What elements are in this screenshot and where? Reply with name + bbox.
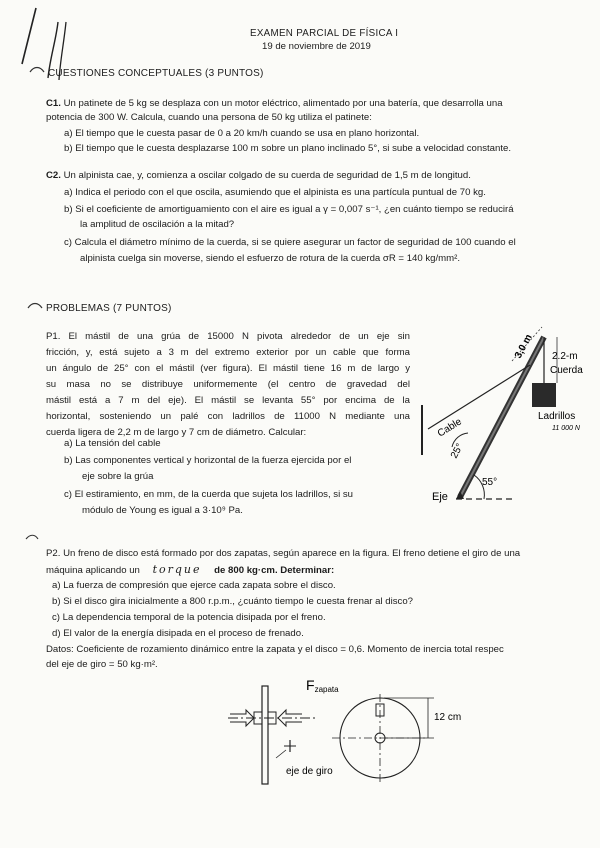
exam-date: 19 de noviembre de 2019 xyxy=(262,41,371,52)
bricks-note: 11 000 N xyxy=(552,425,580,432)
section-mark xyxy=(24,532,42,544)
crane-figure xyxy=(412,325,598,515)
c1-statement xyxy=(46,98,503,110)
cable-angle-label: 25° xyxy=(448,441,466,461)
force-label xyxy=(306,677,339,694)
c1-line2: potencia de 300 W. Calcula, cuando una persona de 50 kg utiliza el patinete: xyxy=(46,112,372,123)
p1-line: un ángulo de 25° con el mástil (ver figura). El mástil tiene 16 m de largo y xyxy=(46,363,410,374)
c2-item-a: a) Indica el periodo con el que oscila, asumiendo que el alpinista es una partícula puntual de 70 kg. xyxy=(64,187,486,198)
handwritten-torque: torque xyxy=(152,563,202,576)
brake-figure xyxy=(220,676,480,790)
mast-angle-label: 55° xyxy=(482,477,498,488)
c2-item-c: c) Calcula el diámetro mínimo de la cuerda, si se quiere asegurar un factor de seguridad de 100 cuando el xyxy=(64,237,516,248)
p1-item-c: c) El estiramiento, en mm, de la cuerda que sujeta los ladrillos, si su xyxy=(64,489,354,500)
p2-line2 xyxy=(46,564,334,577)
section-problems-title: PROBLEMAS (7 PUNTOS) xyxy=(46,303,172,314)
p1-line: mástil está a 7 m del eje). El mástil se levanta 55° por encima de la xyxy=(46,395,410,406)
p1-line: fricción, y, está sujeto a 3 m del extremo exterior por un cable que forma xyxy=(46,347,410,358)
c2-item-b-cont: la amplitud de oscilación a la mitad? xyxy=(80,219,235,230)
axis-label: eje de giro xyxy=(286,766,333,777)
rope-length-label: 2.2-m xyxy=(552,351,578,362)
c2-label: C2. xyxy=(46,170,61,181)
p2-data-line1: Datos: Coeficiente de rozamiento dinámico entre la zapata y el disco = 0,6. Momento de inercia total respec xyxy=(46,644,504,655)
c1-line1: Un patinete de 5 kg se desplaza con un motor eléctrico, alimentado por una batería, que desarrolla una xyxy=(63,98,503,109)
p2-data-line2: del eje de giro = 50 kg·m². xyxy=(46,659,158,670)
p1-line: horizontal, sosteniendo un palé con ladrillos de 11000 N mediante una xyxy=(46,411,410,422)
p2-item-b: b) Si el disco gira inicialmente a 800 r.p.m., ¿cuánto tiempo le cuesta frenar al disco? xyxy=(52,596,414,607)
c1-item-a: a) El tiempo que le cuesta pasar de 0 a 20 km/h cuando se usa en plano horizontal. xyxy=(64,128,420,139)
c1-item-b: b) El tiempo que le cuesta desplazarse 100 m sobre un plano inclinado 5°, si sube a velocidad constante. xyxy=(64,143,512,154)
bricks-label: Ladrillos xyxy=(538,411,576,422)
bricks-box xyxy=(532,383,556,407)
p1-item-c-cont: módulo de Young es igual a 3·10⁹ Pa. xyxy=(82,505,243,516)
radius-label: 12 cm xyxy=(434,712,462,723)
p1-item-b-cont: eje sobre la grúa xyxy=(82,471,154,482)
p2-line2-start: máquina aplicando un xyxy=(46,565,140,576)
p1-item-b: b) Las componentes vertical y horizontal de la fuerza ejercida por el xyxy=(64,455,352,466)
p1-line: cuerda ligera de 2,2 m de largo y 7 cm de diámetro. Calcular: xyxy=(46,427,307,438)
exam-title: EXAMEN PARCIAL DE FÍSICA I xyxy=(250,28,399,39)
section-conceptual-title: CUESTIONES CONCEPTUALES (3 PUNTOS) xyxy=(48,68,264,79)
p2-line2-end: de 800 kg·cm. Determinar: xyxy=(214,565,335,576)
dist-label: 3,0 m xyxy=(512,332,535,361)
rope-label: Cuerda xyxy=(550,365,583,376)
c2-line1: Un alpinista cae, y, comienza a oscilar colgado de su cuerda de seguridad de 1,5 m de longitud. xyxy=(63,170,471,181)
section-mark xyxy=(26,300,46,314)
p2-item-a: a) La fuerza de compresión que ejerce cada zapata sobre el disco. xyxy=(52,580,336,591)
p1-line: su masa no se distribuye uniformemente (el centro de gravedad del xyxy=(46,379,410,390)
force-subscript: zapata xyxy=(314,685,339,694)
p2-item-c: c) La dependencia temporal de la potencia disipada por el freno. xyxy=(52,612,326,623)
c1-label: C1. xyxy=(46,98,61,109)
c2-item-b: b) Si el coeficiente de amortiguamiento con el aire es igual a γ = 0,007 s⁻¹, ¿en cuánto tiempo se reducirá xyxy=(64,204,514,215)
disc-side xyxy=(262,686,268,784)
p1-item-a: a) La tensión del cable xyxy=(64,438,161,449)
axis-label: Eje xyxy=(432,491,448,503)
p1-line: P1. El mástil de una grúa de 15000 N pivota alrededor de un eje sin xyxy=(46,331,410,342)
section-mark xyxy=(28,64,48,78)
c2-statement xyxy=(46,170,471,182)
cable-label: Cable xyxy=(435,416,464,440)
p2-line1: P2. Un freno de disco está formado por dos zapatas, según aparece en la figura. El freno detiene el giro de una xyxy=(46,548,521,559)
c2-item-c-cont: alpinista cuelga sin moverse, siendo el esfuerzo de rotura de la cuerda σR = 140 kg/mm². xyxy=(80,253,461,264)
force-symbol: F xyxy=(306,677,315,693)
p1-statement xyxy=(46,331,410,439)
p2-item-d: d) El valor de la energía disipada en el proceso de frenado. xyxy=(52,628,304,639)
